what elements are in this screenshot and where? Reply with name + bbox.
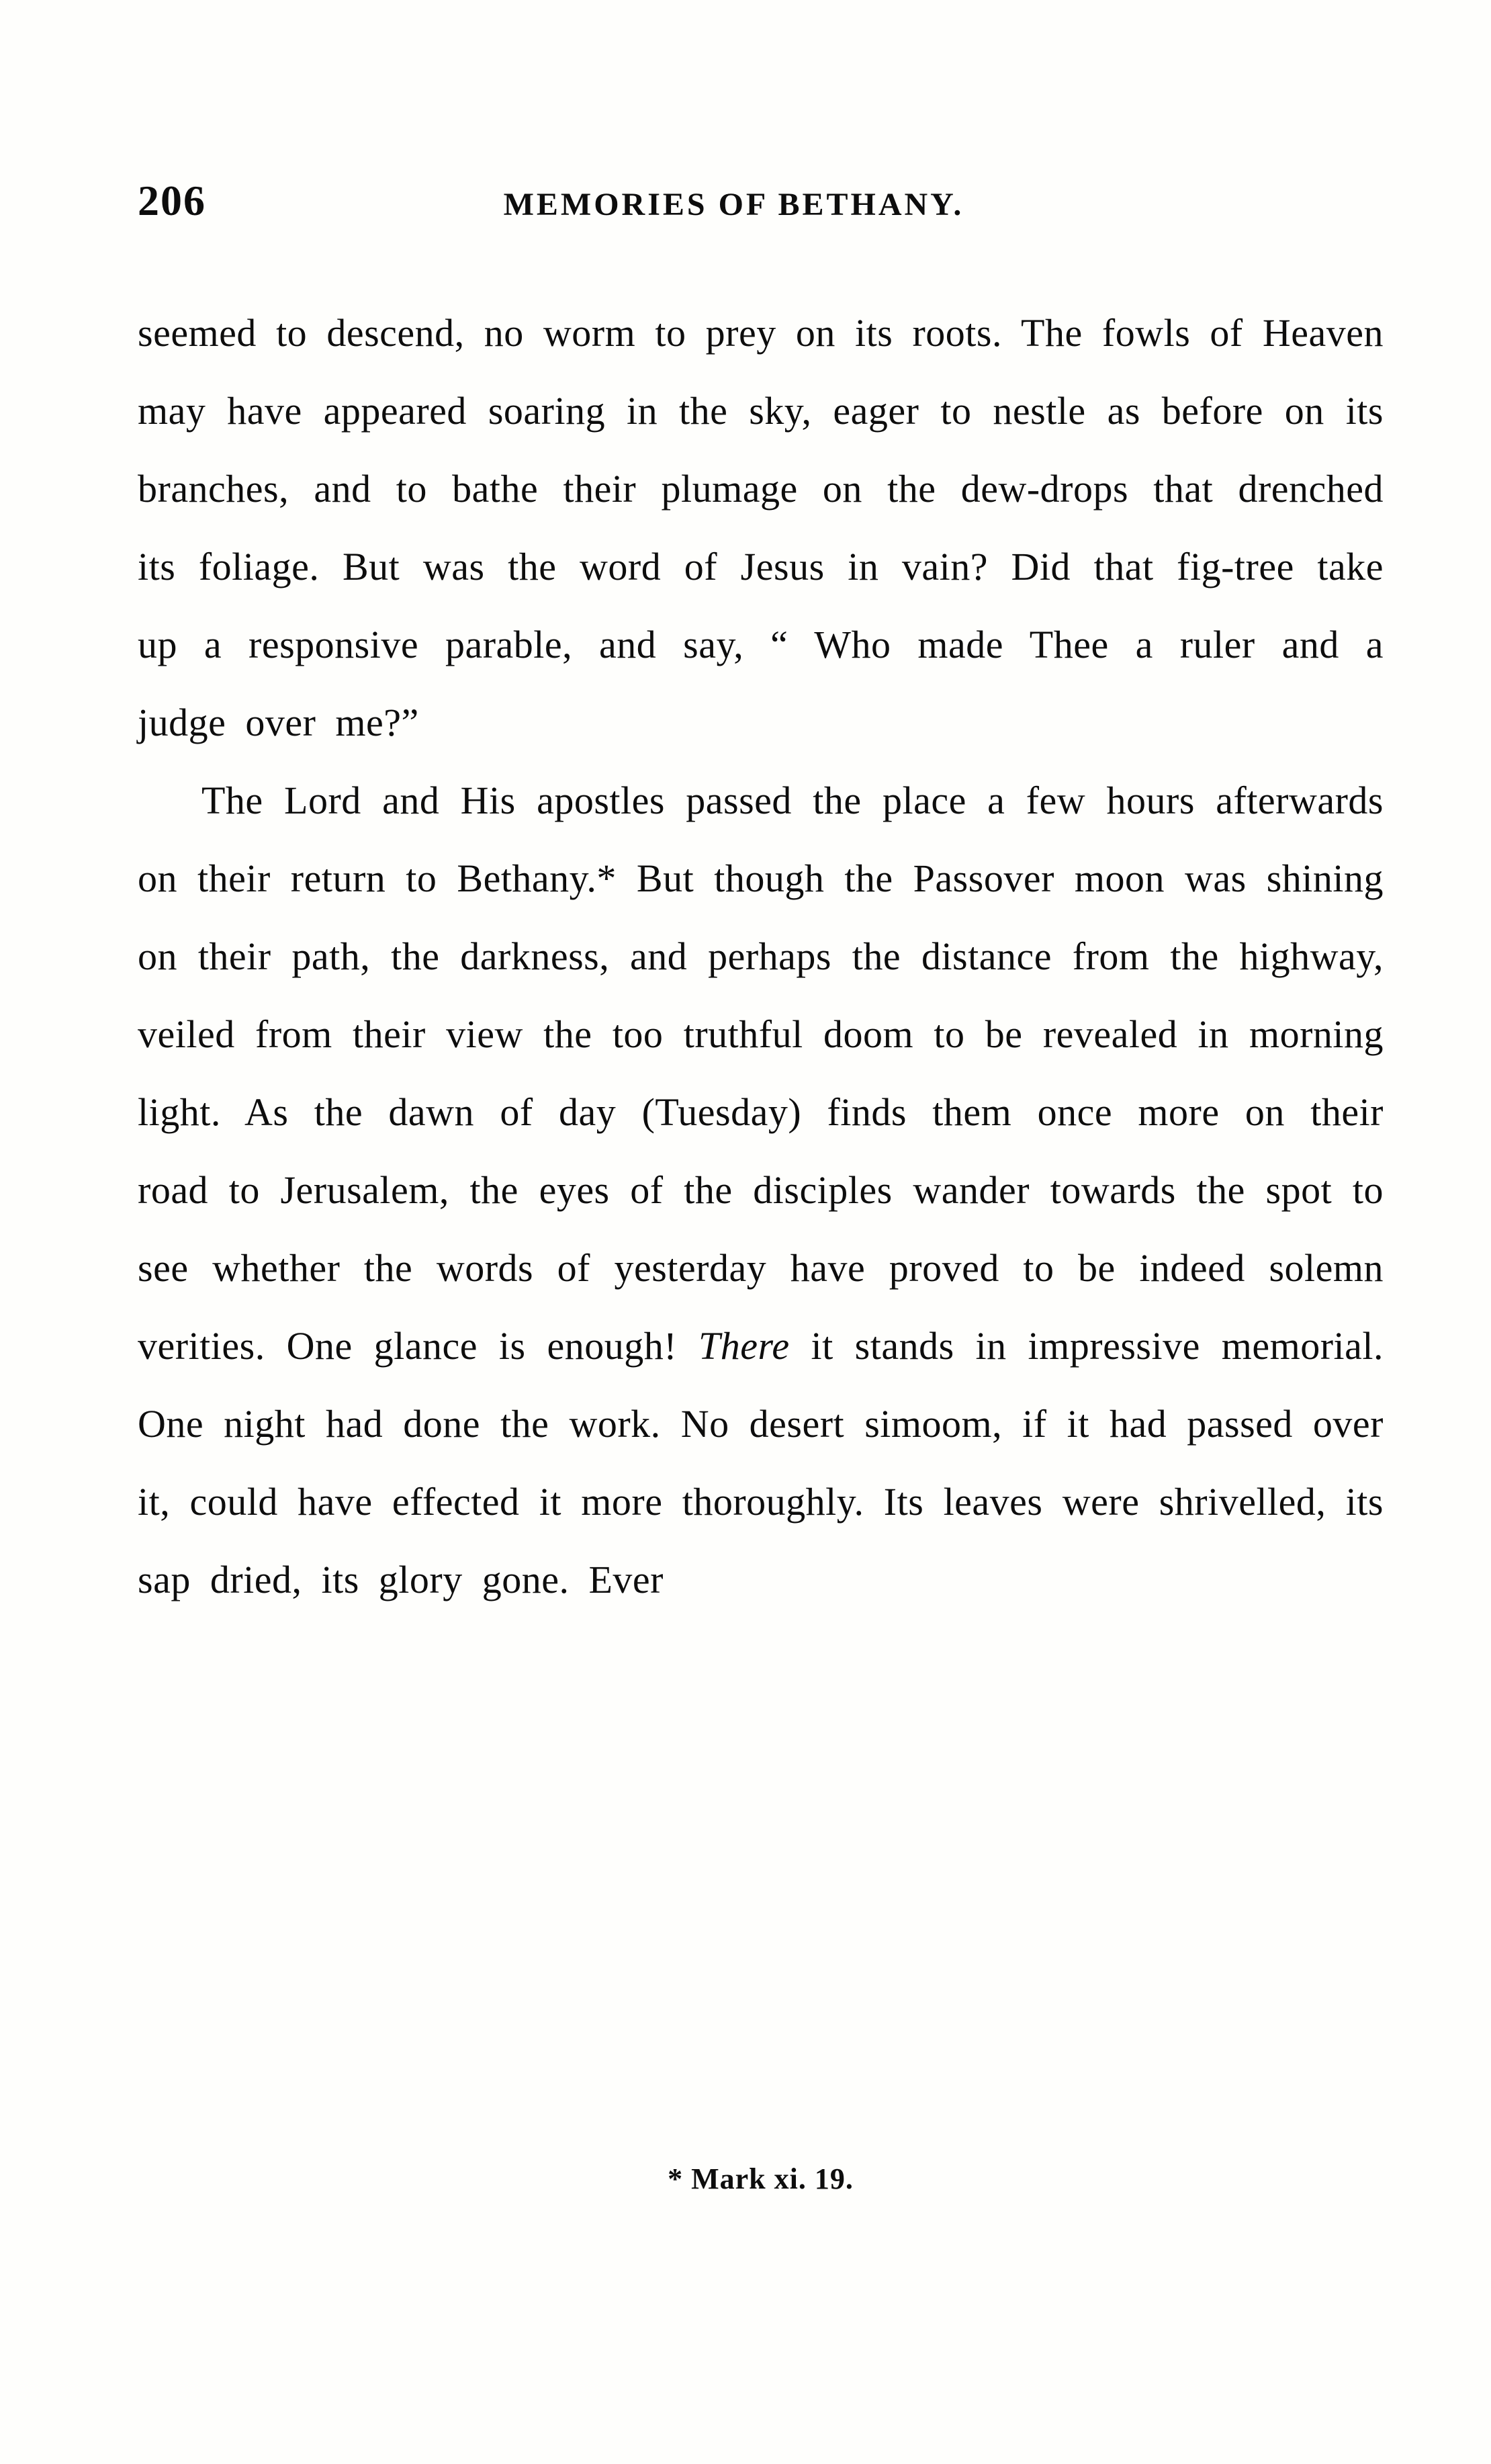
paragraph-2-text-b: it stands in impressive memorial. One night had done the work. No desert simoom, if it had passed over it, could have effected it more thoroughly. Its leaves were shrivelled, its sap dried, its glory gone. Ever — [138, 1324, 1384, 1601]
paragraph-2-italic-word: There — [698, 1324, 790, 1368]
page-number: 206 — [138, 177, 206, 224]
running-title: MEMORIES OF BETHANY. — [503, 187, 964, 222]
paragraph-2-text-a: The Lord and His apostles passed the place a few hours afterwards on their return to Bethany.* But though the Passover moon was shining on their path, the darkness, and perhaps the distance from the highway, veiled from their view the too truthful doom to be revealed in morning light. As the dawn of day (Tuesday) finds them once more on their road to Jerusalem, the eyes of the disciples wander towards the spot to see whether the words of yesterday have proved to be indeed solemn verities. One glance is enough! — [138, 779, 1384, 1368]
page-header — [138, 176, 1384, 226]
footnote: * Mark xi. 19. — [668, 2162, 854, 2195]
paragraph-2 — [138, 762, 1384, 1619]
page-body — [138, 294, 1384, 1619]
paragraph-1: seemed to descend, no worm to prey on its roots. The fowls of Heaven may have appeared soaring in the sky, eager to nestle as before on its branches, and to bathe their plumage on the dew-drops that drenched its foliage. But was the word of Jesus in vain? Did that fig-tree take up a responsive parable, and say, “ Who made Thee a ruler and a judge over me?” — [138, 311, 1384, 744]
